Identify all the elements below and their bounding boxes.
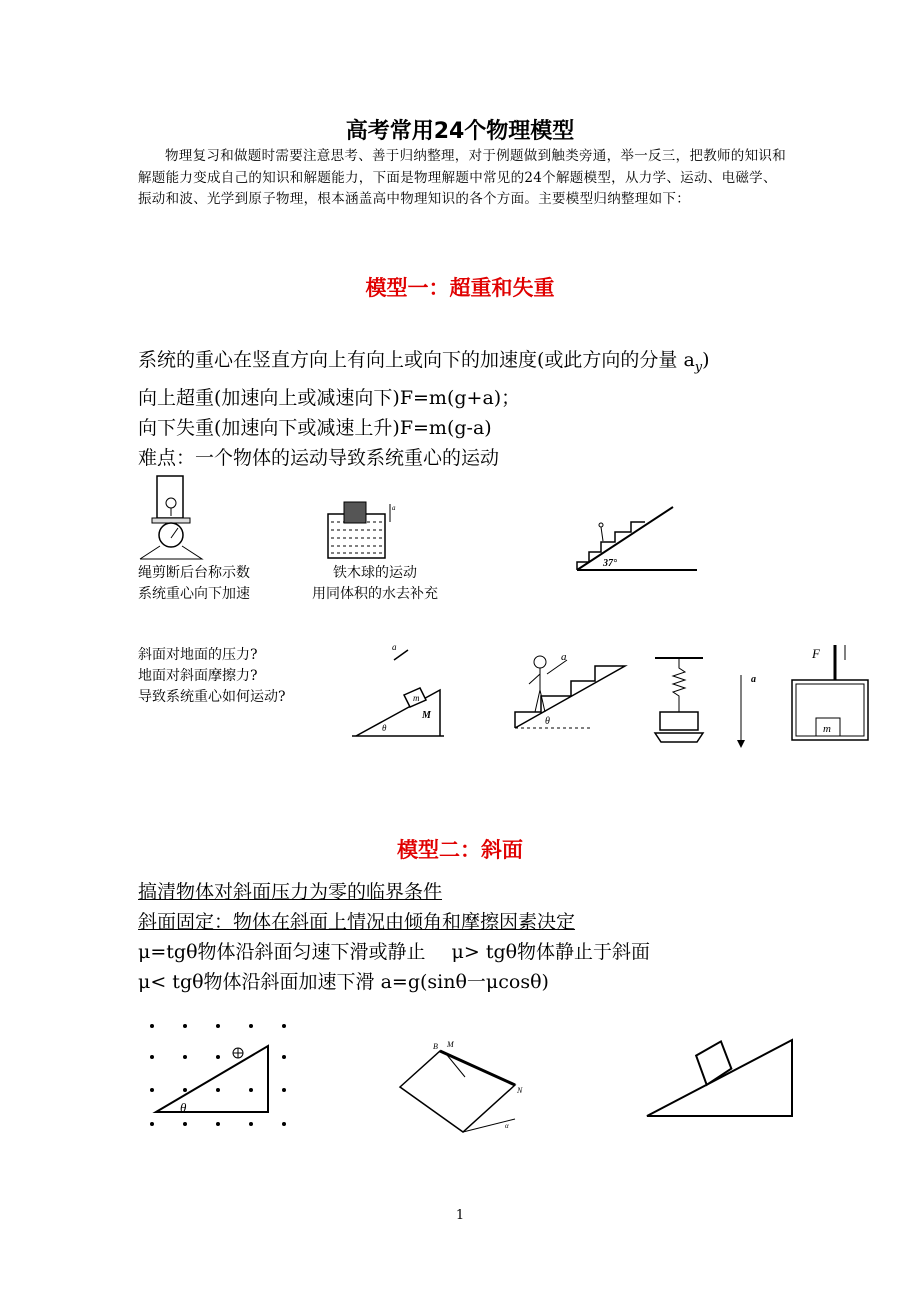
water-tank-diagram: [328, 500, 403, 560]
elevator-diagram: [790, 640, 870, 745]
rotated-square-diagram: [395, 1035, 525, 1140]
label-alpha: α: [505, 1122, 509, 1130]
model1-text: [138, 345, 710, 473]
document-title: 高考常用24个物理模型: [345, 119, 575, 144]
label-a: a: [561, 651, 567, 663]
caption-line: 用同体积的水去补充: [312, 586, 438, 602]
label-M: M: [447, 1040, 454, 1049]
model1-heading: 模型一：超重和失重: [365, 276, 555, 300]
paren: ): [702, 349, 710, 371]
line-3: μ=tgθ物体沿斜面匀速下滑或静止: [138, 941, 426, 963]
line-4: μ> tgθ物体静止于斜面: [451, 941, 651, 963]
page-number: 1: [455, 1208, 465, 1223]
label-a: a: [751, 674, 756, 685]
question: 导致系统重心如何运动?: [138, 689, 286, 705]
intro-paragraph: 物理复习和做题时需要注意思考、善于归纳整理，对于例题做到触类旁通，举一反三，把教师的知识和解题能力变成自己的知识和解题能力，下面是物理解题中常见的24个解题模型，从力学、运动、电磁学、振动和波、光学到原子物理，根本涵盖高中物理知识的各个方面。主要模型归纳整理如下：: [138, 148, 786, 207]
label-N: N: [517, 1086, 523, 1095]
person-stairs-diagram: [515, 648, 640, 733]
incline-questions: [138, 645, 286, 708]
line-3: 向下失重(加速向下或减速上升)F=m(g-a): [138, 416, 492, 439]
line-2: 向上超重(加速向上或减速向下)F=m(g+a)；: [138, 386, 521, 409]
caption-line: 绳剪断后台称示数: [138, 565, 250, 581]
line-1: 搞清物体对斜面压力为零的临界条件: [138, 881, 443, 903]
line-1: 系统的重心在竖直方向上有向上或向下的加速度(或此方向的分量 a: [138, 349, 695, 371]
line-2: 斜面固定：物体在斜面上情况由倾角和摩擦因素决定: [138, 911, 576, 933]
caption-line: 铁木球的运动: [333, 565, 417, 581]
label-a: a: [392, 504, 396, 512]
incline-block-diagram: [352, 640, 452, 740]
model2-text: [138, 877, 650, 997]
subscript: y: [694, 359, 703, 375]
scale-diagram: [138, 476, 213, 561]
model2-heading: 模型二：斜面: [397, 838, 523, 862]
label-m: m: [413, 693, 420, 703]
label-m: m: [823, 723, 831, 735]
label-theta: θ: [545, 716, 550, 727]
line-5: μ< tgθ物体沿斜面加速下滑 a=g(sinθ一μcosθ): [138, 971, 549, 993]
label-F: F: [812, 646, 820, 661]
label-theta: θ: [180, 1100, 187, 1115]
question: 斜面对地面的压力?: [138, 647, 258, 663]
line-4: 难点：一个物体的运动导致系统重心的运动: [138, 446, 500, 469]
magnetic-field-incline-diagram: [148, 1020, 293, 1130]
caption-scale: [138, 563, 250, 605]
angle-label: 37°: [603, 558, 617, 569]
caption-tank: [300, 563, 450, 605]
stairs-37-diagram: [575, 505, 700, 575]
label-M: M: [422, 710, 431, 721]
caption-line: 系统重心向下加速: [138, 586, 250, 602]
question: 地面对斜面摩擦力?: [138, 668, 258, 684]
spring-diagram: [655, 650, 765, 750]
label-a: a: [392, 642, 397, 652]
block-on-incline-diagram: [645, 1030, 795, 1120]
label-B: B: [433, 1042, 438, 1051]
label-theta: θ: [382, 723, 387, 733]
